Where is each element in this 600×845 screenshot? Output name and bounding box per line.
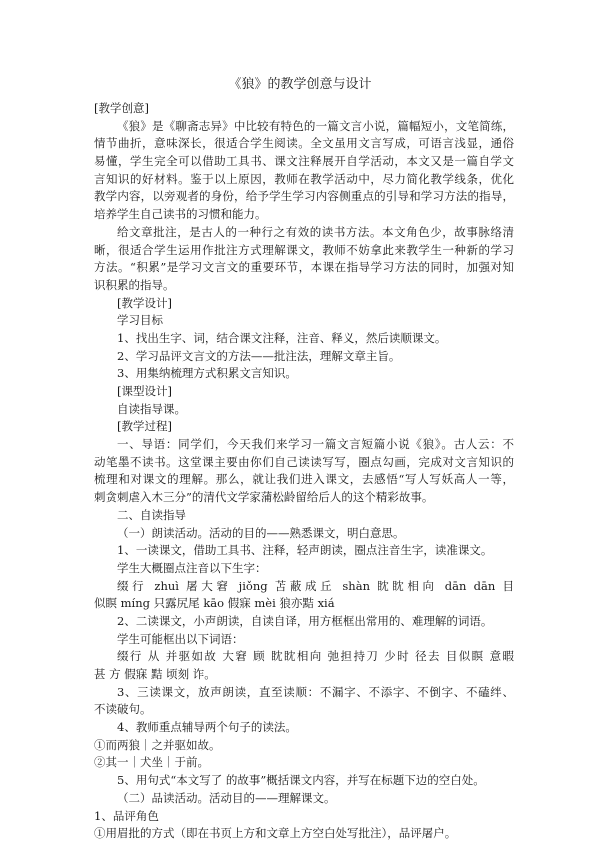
text-line: 1、品评角色 bbox=[94, 808, 159, 823]
text-line: [课型设计] bbox=[117, 384, 172, 398]
text-line: ②其一｜犬坐｜于前。 bbox=[94, 755, 209, 770]
text-line: 学习目标 bbox=[117, 313, 163, 328]
text-line: 不读破句。 bbox=[94, 702, 152, 717]
text-line: 方法。“积累”是学习文言文的重要环节，本课在指导学习方法的同时，加强对知 bbox=[94, 260, 514, 275]
document-title: 《狼》的教学创意与设计 bbox=[228, 77, 372, 92]
text-line: 缀行 从 并驱如故 大窘 顾 眈眈相向 弛担持刀 少时 径去 目似瞑 意暇 bbox=[117, 649, 514, 664]
text-line: 一、导语：同学们，今天我们来学习一篇文言短篇小说《狼》。古人云：不 bbox=[117, 437, 514, 452]
text-line: （一）朗读活动。活动的目的——熟悉课文，明白意思。 bbox=[117, 525, 405, 540]
text-line: [教学设计] bbox=[117, 295, 172, 310]
text-line: 刺贪刺虐入木三分”的清代文学家蒲松龄留给后人的这个精彩故事。 bbox=[94, 490, 434, 505]
text-line: 教学内容，以旁观者的身份，给予学生学习内容侧重点的引导和学习方法的指导， bbox=[94, 189, 514, 204]
text-line: [教学过程] bbox=[117, 419, 172, 434]
text-line: 动笔墨不读书。这堂课主要由你们自己读读写写，圈点勾画，完成对文言知识的 bbox=[94, 454, 514, 469]
text-line: 甚 方 假寐 黠 顷刻 诈。 bbox=[94, 667, 216, 681]
document-body bbox=[94, 100, 514, 843]
text-line: 培养学生自己读书的习惯和能力。 bbox=[94, 207, 267, 222]
text-line: 情节曲折，意味深长，很适合学生阅读。全文虽用文言写成，可语言浅显，通俗 bbox=[94, 136, 514, 151]
text-line: 言知识的好材料。鉴于以上原因，教师在教学活动中，尽力简化教学线条，优化 bbox=[94, 171, 514, 186]
text-line: 缀行 zhuì 屠大窘 jiǒng 苫蔽成丘 shàn 眈眈相向 dān dān 目 bbox=[117, 578, 514, 593]
text-line: 二、自读指导 bbox=[117, 507, 186, 522]
text-line: 1、一读课文，借助工具书、注释，轻声朗读，圈点注音生字，读准课文。 bbox=[117, 543, 493, 558]
text-line: 易懂，学生完全可以借助工具书、课文注释展开自学活动，本文又是一篇自学文 bbox=[94, 154, 514, 169]
text-line: 似瞑 míng 只露尻尾 kāo 假寐 mèi 狼亦黠 xiá bbox=[94, 596, 335, 611]
text-line: 5、用句式“本文写了 的故事”概括课文内容，并写在标题下边的空白处。 bbox=[117, 773, 485, 788]
text-line: 3、用集纳梳理方式积累文言知识。 bbox=[117, 366, 297, 381]
text-line: 晰，很适合学生运用作批注方式理解课文，教师不妨拿此来教学生一种新的学习 bbox=[94, 242, 514, 257]
text-line: 自读指导课。 bbox=[117, 401, 186, 416]
text-line: 3、三读课文，放声朗读，直至读顺：不漏字、不添字、不倒字、不磕绊、 bbox=[117, 684, 514, 699]
text-line: ①用眉批的方式（即在书页上方和文章上方空白处写批注），品评屠户。 bbox=[94, 826, 457, 841]
text-line: 4、教师重点辅导两个句子的读法。 bbox=[117, 720, 297, 735]
text-line: 学生大概圈点注音以下生字： bbox=[117, 560, 267, 575]
text-line: 学生可能框出以下词语： bbox=[117, 631, 244, 646]
text-line: 1、找出生字、词，结合课文注释，注音、释义，然后读顺课文。 bbox=[117, 330, 447, 345]
text-line: ①而两狼｜之并驱如故。 bbox=[94, 737, 221, 752]
text-line: （二）品读活动。活动目的——理解课文。 bbox=[117, 790, 336, 805]
text-line: 识积累的指导。 bbox=[94, 277, 175, 292]
text-line: [教学创意] bbox=[94, 101, 149, 115]
text-line: 2、二读课文，小声朗读，自读自译，用方框框出常用的、难理解的词语。 bbox=[117, 613, 493, 628]
text-line: 梳理和对课文的理解。那么，就让我们进入课文，去感悟“写人写妖高人一等， bbox=[94, 472, 514, 487]
text-line: 2、学习品评文言文的方法——批注法，理解文章主旨。 bbox=[117, 348, 401, 363]
text-line: 给文章批注，是古人的一种行之有效的读书方法。本文角色少，故事脉络清 bbox=[117, 224, 514, 239]
text-line: 《狼》是《聊斋志异》中比较有特色的一篇文言小说，篇幅短小，文笔简练， bbox=[117, 118, 514, 133]
